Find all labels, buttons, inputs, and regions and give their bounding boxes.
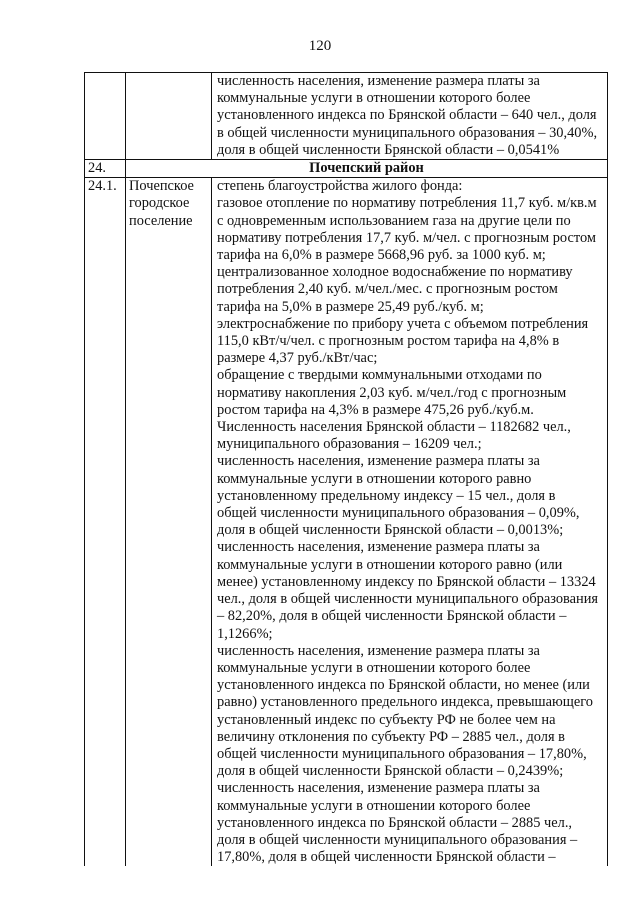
table-row-settlement (85, 178, 608, 867)
cell-name-empty (126, 73, 212, 160)
table-row-continuation (85, 73, 608, 160)
page-number: 120 (308, 38, 332, 54)
text-line: коммунальные услуги в отношении которого более (217, 797, 531, 814)
text-line: Численность населения Брянской области – 1182682 чел., (217, 419, 571, 436)
name-line: поселение (129, 212, 193, 229)
text-line: с одновременным использованием газа на другие цели по (217, 212, 571, 229)
settlement-name (126, 178, 212, 867)
text-line: тарифа на 5,0% в размере 25,49 руб./куб. м; (217, 298, 484, 315)
text-line: электроснабжение по прибору учета с объемом потребления (217, 315, 589, 332)
text-line: численность населения, изменение размера платы за (217, 539, 540, 556)
text-line: коммунальные услуги в отношении которого более (217, 659, 531, 676)
text-line: тарифа на 6,0% в размере 5668,96 руб. за 1000 куб. м; (217, 247, 546, 264)
table-row-section (85, 160, 608, 178)
text-line: обращение с твердыми коммунальными отходами по (217, 367, 542, 384)
text-line: установленного индекса по Брянской области – 2885 чел., (217, 814, 573, 831)
text-line: в общей численности муниципального образования – 30,40%, (217, 124, 598, 141)
text-line: степень благоустройства жилого фонда: (217, 178, 463, 195)
text-line: коммунальные услуги в отношении которого равно (или (217, 556, 563, 573)
text-line: общей численности муниципального образования – 0,09%, (217, 505, 580, 522)
text-line: менее) установленному индексу по Брянской области – 13324 (217, 573, 596, 590)
text-line: коммунальные услуги в отношении которого более (217, 90, 531, 107)
text-line: доля в общей численности Брянской области – 0,2439%; (217, 763, 564, 780)
text-line: величину отклонения по субъекту РФ – 2885 чел., доля в (217, 728, 565, 745)
document-table (84, 72, 608, 866)
text-line: газовое отопление по нормативу потребления 11,7 куб. м/кв.м (217, 195, 597, 212)
name-line: Почепское (129, 178, 194, 195)
text-line: установленный индекс по субъекту РФ не более чем на (217, 711, 556, 728)
section-number: 24. (85, 160, 126, 178)
text-line: 115,0 кВт/ч/чел. с прогнозным ростом тарифа на 4,8% в (217, 333, 560, 350)
text-line: ростом тарифа на 4,3% в размере 475,26 руб./куб.м. (217, 401, 534, 418)
text-line: коммунальные услуги в отношении которого равно (217, 470, 532, 487)
text-line: 1,1266%; (217, 625, 273, 642)
text-line: численность населения, изменение размера платы за (217, 642, 540, 659)
text-line: установленному предельному индексу – 15 чел., доля в (217, 487, 556, 504)
text-line: размере 4,37 руб./кВт/час; (217, 350, 378, 367)
row-number: 24.1. (85, 178, 126, 867)
text-line: нормативу потребления 17,7 куб. м/чел. с прогнозным ростом (217, 229, 596, 246)
text-line: доля в общей численности Брянской области – 0,0541% (217, 141, 560, 158)
text-line: численность населения, изменение размера платы за (217, 780, 540, 797)
text-line: общей численности муниципального образования – 17,80%, (217, 745, 587, 762)
text-line: численность населения, изменение размера платы за (217, 73, 540, 89)
cell-number-empty (85, 73, 126, 160)
continuation-text (217, 73, 604, 159)
name-line: городское (129, 195, 190, 212)
cell-description (212, 73, 608, 160)
settlement-description-text (217, 178, 604, 866)
text-line: равно) установленного предельного индекса, превышающего (217, 694, 593, 711)
text-line: потребления 2,40 куб. м/чел./мес. с прогнозным ростом (217, 281, 558, 298)
text-line: установленного индекса по Брянской области, но менее (или (217, 677, 590, 694)
text-line: 17,80%, доля в общей численности Брянской области – (217, 849, 556, 866)
settlement-description (212, 178, 608, 867)
text-line: муниципального образования – 16209 чел.; (217, 436, 482, 453)
text-line: – 82,20%, доля в общей численности Брянской области – (217, 608, 567, 625)
section-title: Почепский район (126, 160, 608, 178)
text-line: чел., доля в общей численности муниципального образования (217, 591, 599, 608)
text-line: численность населения, изменение размера платы за (217, 453, 540, 470)
text-line: доля в общей численности Брянской области – 0,0013%; (217, 522, 564, 539)
text-line: доля в общей численности муниципального образования – (217, 831, 578, 848)
text-line: централизованное холодное водоснабжение по нормативу (217, 264, 573, 281)
settlement-name-text (129, 178, 208, 230)
text-line: нормативу накопления 2,03 куб. м/чел./год с прогнозным (217, 384, 567, 401)
text-line: установленного индекса по Брянской области – 640 чел., доля (217, 107, 597, 124)
